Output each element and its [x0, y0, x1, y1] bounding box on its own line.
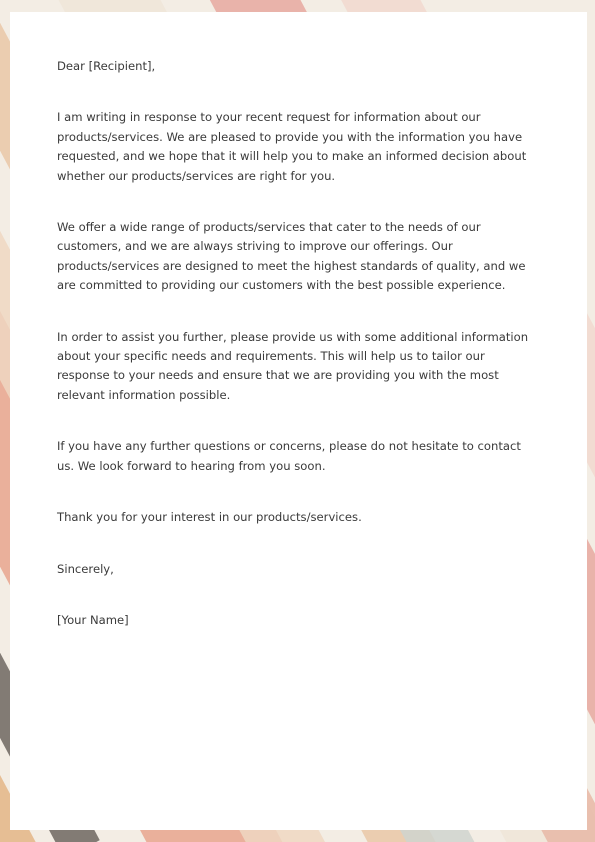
signature: [Your Name]: [57, 612, 129, 627]
salutation: Dear [Recipient],: [57, 59, 156, 73]
paragraph-2: We offer a wide range of products/services that cater to the needs of our customers, and we are always striving to improve our offerings. Our products/services are designed to meet the highest standards of quality, and we are committed to providing our customers with the best possible experience.: [57, 220, 526, 293]
paragraph-1: I am writing in response to your recent request for information about our products/services. We are pleased to provide you with the information you have requested, and we hope that it will help you to make an informed decision about whether our products/services are right for you.: [57, 110, 527, 183]
letter-body: [57, 57, 539, 662]
closing: Sincerely,: [57, 561, 114, 576]
paragraph-4: If you have any further questions or concerns, please do not hesitate to contact us. We look forward to hearing from you soon.: [57, 439, 521, 473]
letter-page: [10, 12, 587, 830]
paragraph-3: In order to assist you further, please provide us with some additional information about your specific needs and requirements. This will help us to tailor our response to your needs and ensure that we are providing you with the most relevant information possible.: [57, 329, 529, 402]
paragraph-5: Thank you for your interest in our products/services.: [57, 510, 362, 525]
